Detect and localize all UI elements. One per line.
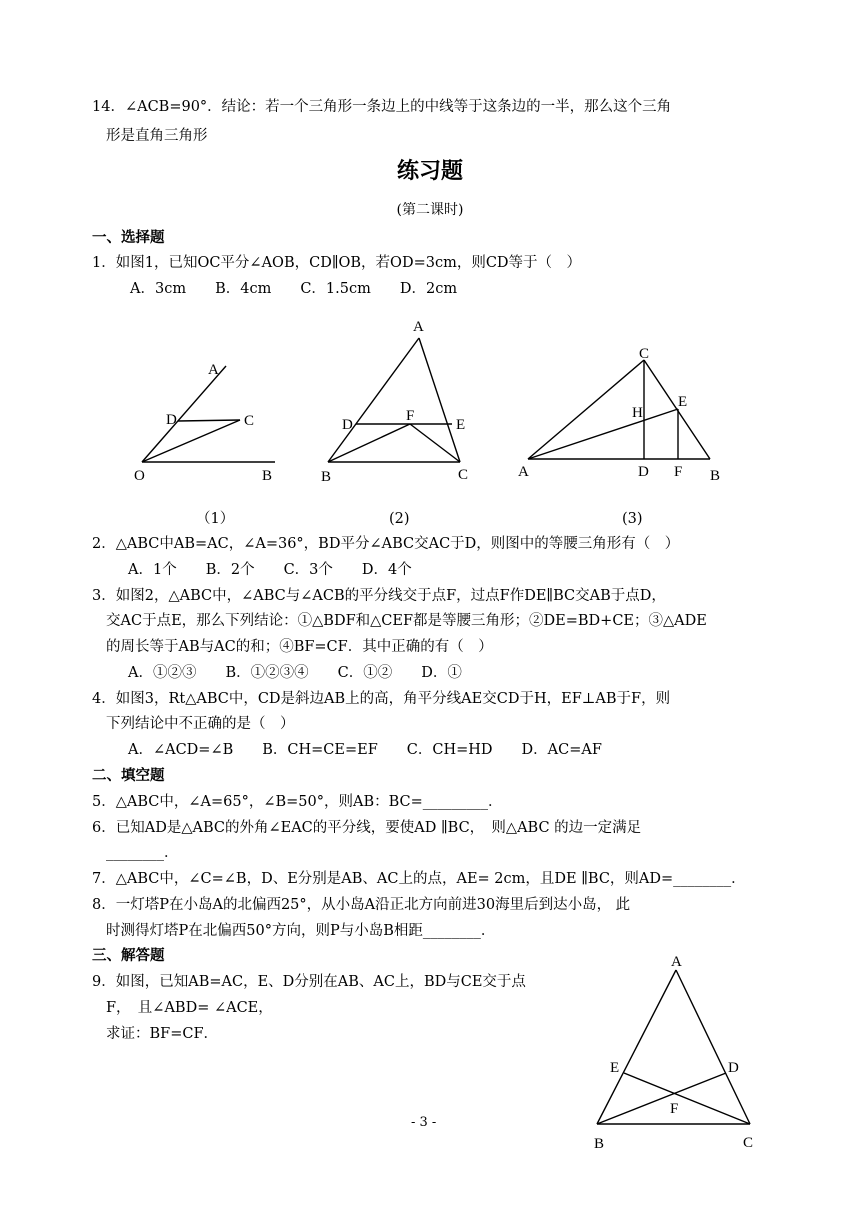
q9-line1: 9．如图，已知AB=AC，E、D分别在AB、AC上，BD与CE交于点 [92, 974, 526, 990]
q3-line2: 交AC于点E，那么下列结论：①△BDF和△CEF都是等腰三角形；②DE=BD+CE；③△ADE [106, 613, 707, 629]
fig1-caption: （1） [196, 511, 235, 527]
fig2-label-c: C [458, 467, 469, 483]
q2-options: A．1个 B．2个 C．3个 D．4个 [128, 562, 412, 578]
fig2-label-f: F [406, 408, 415, 424]
q14-line1: 14．∠ACB=90°．结论：若一个三角形一条边上的中线等于这条边的一半，那么这个三角 [92, 99, 672, 115]
q9-line2: F， 且∠ABD= ∠ACE， [106, 1000, 273, 1016]
q3-options: A．①②③ B．①②③④ C．①② D．① [128, 665, 462, 681]
q6-line1: 6．已知AD是△ABC的外角∠EAC的平分线，要使AD ∥BC， 则△ABC 的边一定满足 [92, 820, 642, 836]
fig9-label-c: C [743, 1135, 754, 1151]
fig2-label-e: E [456, 417, 466, 433]
fig9-segment-ce [624, 1073, 750, 1124]
fig3-label-c: C [639, 346, 650, 362]
fig3-caption: (3) [622, 511, 643, 527]
q1-stem: 1．如图1，已知OC平分∠AOB，CD∥OB，若OD=3cm，则CD等于（ ） [92, 255, 582, 271]
section-heading-fill: 二、填空题 [92, 768, 165, 784]
q3-line3: 的周长等于AB与AC的和；④BF=CF．其中正确的有（ ） [106, 639, 493, 655]
q4-line1: 4．如图3，Rt△ABC中，CD是斜边AB上的高，角平分线AE交CD于H，EF⊥AB于F，则 [92, 691, 671, 707]
fig2-label-d: D [342, 417, 353, 433]
fig2-label-a: A [413, 319, 424, 335]
q9-line3: 求证：BF=CF． [106, 1026, 219, 1042]
q6-line2: ________． [106, 845, 179, 861]
q1-options: A．3cm B．4cm C．1.5cm D．2cm [130, 281, 458, 297]
fig3-label-d: D [638, 464, 649, 480]
q14-line2: 形是直角三角形 [106, 128, 208, 144]
fig3-label-a: A [518, 464, 529, 480]
fig9-side-ac [676, 970, 750, 1124]
fig1-label-d: D [166, 412, 177, 428]
fig2-label-b: B [321, 469, 332, 485]
fig9-label-b: B [594, 1136, 605, 1152]
fig1-label-o: O [134, 468, 145, 484]
fig9-side-ab [597, 970, 679, 1124]
fig1-label-b: B [262, 468, 273, 484]
fig3-label-b: B [710, 468, 721, 484]
fig2-caption: (2) [389, 511, 410, 527]
fig3-label-h: H [632, 405, 643, 421]
fig9-label-a: A [671, 954, 682, 970]
q8-line2: 时测得灯塔P在北偏西50°方向，则P与小岛B相距________． [106, 923, 496, 939]
q3-line1: 3．如图2，△ABC中，∠ABC与∠ACB的平分线交于点F，过点F作DE∥BC交AB于点D， [92, 588, 666, 604]
fig9-label-f: F [670, 1101, 679, 1117]
page-subtitle: (第二课时) [396, 202, 464, 218]
q7: 7．△ABC中，∠C=∠B，D、E分别是AB、AC上的点，AE= 2cm，且DE ∥BC，则AD=________． [92, 871, 746, 887]
q4-options: A．∠ACD=∠B B．CH=CE=EF C．CH=HD D．AC=AF [128, 742, 602, 758]
q4-line2: 下列结论中不正确的是（ ） [106, 716, 295, 732]
page-number: - 3 - [411, 1115, 437, 1130]
q8-line1: 8．一灯塔P在小岛A的北偏西25°，从小岛A沿正北方向前进30海里后到达小岛， 此 [92, 897, 631, 913]
fig9-label-d: D [728, 1060, 739, 1076]
fig9-label-e: E [610, 1060, 620, 1076]
fig1-label-c: C [244, 413, 255, 429]
section-heading-solve: 三、解答题 [92, 948, 165, 964]
fig3-label-e: E [678, 394, 688, 410]
q2-stem: 2．△ABC中AB=AC，∠A=36°，BD平分∠ABC交AC于D，则图中的等腰三角形有（ ） [92, 536, 680, 552]
fig9-segment-bd [597, 1073, 726, 1124]
page-title: 练习题 [396, 159, 463, 184]
q5: 5．△ABC中，∠A=65°，∠B=50°，则AB：BC=_________． [92, 794, 503, 810]
fig1-label-a: A [208, 362, 219, 378]
section-heading-choice: 一、选择题 [92, 230, 165, 246]
fig3-label-f: F [674, 464, 683, 480]
